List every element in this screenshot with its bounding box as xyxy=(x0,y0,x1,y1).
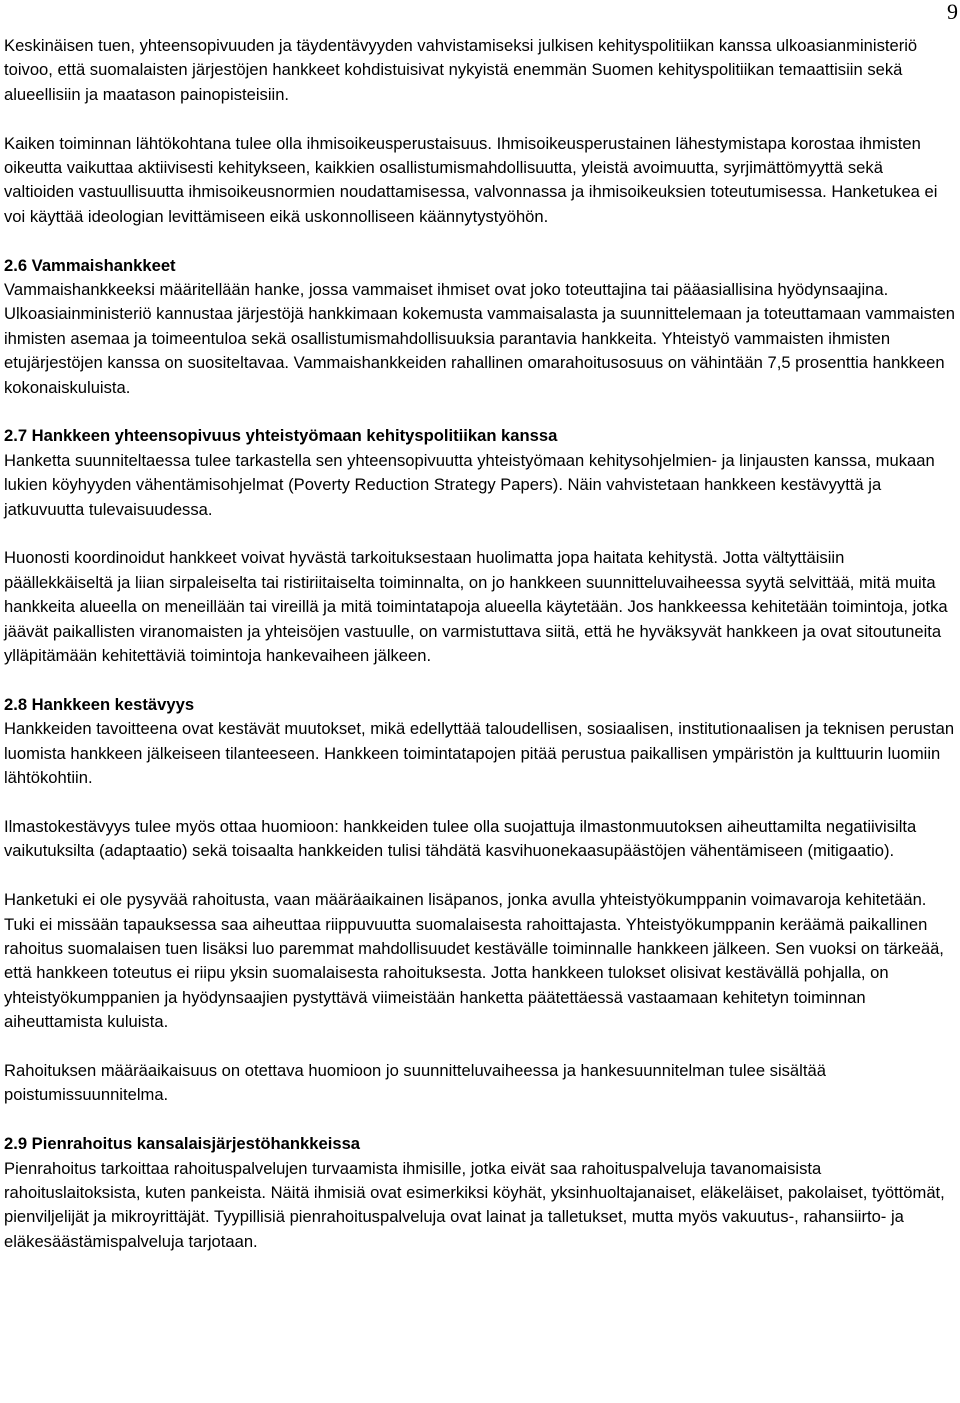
paragraph-funding: Hanketuki ei ole pysyvää rahoitusta, vaan määräaikainen lisäpanos, jonka avulla yhteistyökumppanin voimavaroja kehitetään. Tuki ei missään tapauksessa saa aiheuttaa riippuvuutta suomalaisesta rahoittajasta. Yhteistyökumppanin keräämä paikallinen rahoitus suomalaisen tuen lisäksi luo paremmat mahdollisuudet kestävälle toiminnalle hankkeen jälkeen. Sen vuoksi on tärkeää, että hankkeen toteutus ei riipu yksin suomalaisesta rahoituksesta. Jotta hankkeen tulokset olisivat kestävällä pohjalla, on yhteistyökumppanien ja hyödynsaajien pystyttävä viimeistään hanketta päätettäessä vastaamaan kehitetyn toiminnan aiheuttamista kuluista. xyxy=(4,890,944,1032)
paragraph-coordination: Huonosti koordinoidut hankkeet voivat hyvästä tarkoituksestaan huolimatta jopa haitata kehitystä. Jotta vältyttäisiin päällekkäiseltä ja liian sirpaleiselta tai ristiriitaiselta toiminnalta, on jo hankkeen suunnitteluvaiheessa syytä selvittää, mitä muita hankkeita alueella on meneillään tai vireillä ja mitä toimintatapoja alueella käytetään. Jos hankkeessa kehitetään toimintoja, jotka jäävät paikallisten viranomaisten ja yhteisöjen vastuulle, on varmistuttava siitä, että he hyväksyvät hankkeen ja ovat sitoutuneita ylläpitämään kehitettäviä toimintoja hankevaiheen jälkeen. xyxy=(4,548,948,666)
section-heading-2-6: 2.6 Vammaishankkeet xyxy=(4,255,176,275)
page-number: 9 xyxy=(947,0,958,24)
paragraph-sustainability: Hankkeiden tavoitteena ovat kestävät muutokset, mikä edellyttää taloudellisen, sosiaalisen, institutionaalisen ja teknisen perustan luomista hankkeen jälkeiseen tilanteeseen. Hankkeen toimintatapojen pitää perustua paikallisen ympäristön ja kulttuurin luomiin lähtökohtiin. xyxy=(4,719,955,788)
section-heading-2-7: 2.7 Hankkeen yhteensopivuus yhteistyömaan kehityspolitiikan kanssa xyxy=(4,426,558,446)
paragraph-compatibility: Hanketta suunniteltaessa tulee tarkastella sen yhteensopivuutta yhteistyömaan kehitysohjelmien- ja linjausten kanssa, mukaan lukien köyhyyden vähentämisohjelmat (Poverty Reduction Strategy Papers). Näin vahvistetaan hankkeen kestävyyttä ja jatkuvuutta tulevaisuudessa. xyxy=(4,450,935,519)
paragraph-microfinance: Pienrahoitus tarkoittaa rahoituspalvelujen turvaamista ihmisille, jotka eivät saa rahoituspalveluja tavanomaisista rahoituslaitoksista, kuten pankeista. Näitä ihmisiä ovat esimerkiksi köyhät, yksinhuoltajanaiset, eläkeläiset, pakolaiset, työttömät, pienviljelijät ja mikroyrittäjät. Tyypillisiä pienrahoituspalveluja ovat lainat ja talletukset, mutta myös vakuutus-, rahansiirto- ja eläkesäästämispalveluja tarjotaan. xyxy=(4,1158,945,1251)
paragraph-human-rights: Kaiken toiminnan lähtökohtana tulee olla ihmisoikeusperustaisuus. Ihmisoikeusperustainen lähestymistapa korostaa ihmisten oikeutta vaikuttaa aktiivisesti kehitykseen, kaikkien osallistumismahdollisuutta, yleistä avoimuutta, syrjimättömyyttä sekä valtioiden vastuullisuutta ihmisoikeusnormien noudattamisessa, valvonnassa ja ihmisoikeuksien toteutumisessa. Hanketukea ei voi käyttää ideologian levittämiseen eikä uskonnolliseen käännytystyöhön. xyxy=(4,133,938,226)
paragraph-disability-projects: Vammaishankkeeksi määritellään hanke, jossa vammaiset ihmiset ovat joko toteuttajina tai pääasiallisina hyödynsaajina. Ulkoasiainministeriö kannustaa järjestöjä hankkimaan kokemusta vammaisalasta ja suunnittelemaan ja toteuttamaan vammaisten ihmisten asemaa ja toimeentuloa sekä osallistumismahdollisuuksia parantavia hankkeita. Yhteistyö vammaisten ihmisten etujärjestöjen kanssa on suositeltavaa. Vammaishankkeiden rahallinen omarahoitusosuus on vähintään 7,5 prosenttia hankkeen kokonaiskuluista. xyxy=(4,280,955,397)
document-body xyxy=(4,34,956,1254)
paragraph-climate: Ilmastokestävyys tulee myös ottaa huomioon: hankkeiden tulee olla suojattuja ilmastonmuutoksen aiheuttamilta negatiivisilta vaikutuksilta (adaptaatio) sekä toisaalta hankkeiden tulisi tähdätä kasvihuonekaasupäästöjen vähentämiseen (mitigaatio). xyxy=(4,816,917,861)
paragraph-complementarity: Keskinäisen tuen, yhteensopivuuden ja täydentävyyden vahvistamiseksi julkisen kehityspolitiikan kanssa ulkoasianministeriö toivoo, että suomalaisten järjestöjen hankkeet kohdistuisivat nykyistä enemmän Suomen kehityspolitiikan temaattisiin sekä alueellisiin ja maatason painopisteisiin. xyxy=(4,36,918,104)
section-heading-2-9: 2.9 Pienrahoitus kansalaisjärjestöhankkeissa xyxy=(4,1134,361,1154)
paragraph-exit-plan: Rahoituksen määräaikaisuus on otettava huomioon jo suunnitteluvaiheessa ja hankesuunnitelman tulee sisältää poistumissuunnitelma. xyxy=(4,1060,826,1105)
section-heading-2-8: 2.8 Hankkeen kestävyys xyxy=(4,694,195,714)
